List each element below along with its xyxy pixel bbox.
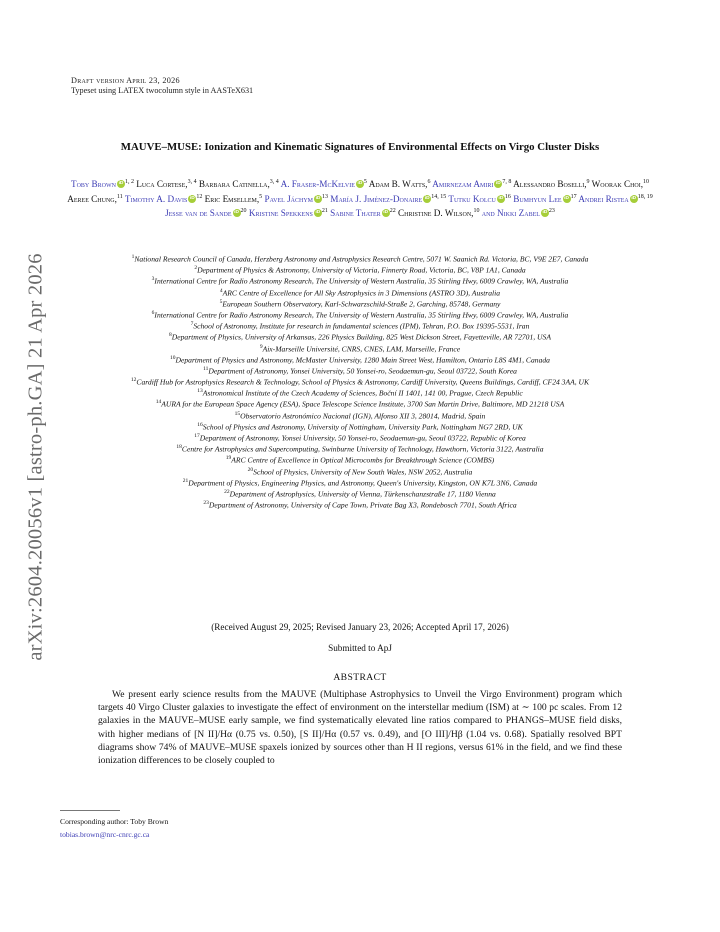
author-affiliation-numbers: 18, 19 <box>637 193 653 200</box>
affiliation-number: 15 <box>234 410 241 417</box>
affiliation <box>60 488 660 499</box>
author <box>369 179 431 189</box>
author-name: Kristine Spekkens <box>248 208 313 218</box>
author-name: Toby Brown <box>70 179 116 190</box>
author <box>67 194 122 204</box>
affiliation-number: 12 <box>130 377 137 384</box>
abstract-text: We present early science results from the MAUVE (Multiphase Astrophysics to Unveil the Virgo Environment) program which targets 40 Virgo Cluster galaxies to investigate the effect of environment on the interstellar medium (ISM) at ∼ 100 pc scales. From 12 galaxies in the MAUVE–MUSE early sample, we find systematically elevated line ratios compared to PHANGS–MUSE field disks, with higher medians of [N II]/Hα (0.75 vs. 0.50), [S II]/Hα (0.57 vs. 0.49), and [O III]/Hβ (1.04 vs. 0.68). Spatially resolved BPT diagrams show 74% of MAUVE–MUSE spaxels ionized by sources other than H II regions, versus 61% in the field, and we find these ionization differences to be closely coupled to <box>98 689 622 767</box>
affiliation-text: Department of Astronomy, Yonsei University, 50 Yonsei-ro, Seodaemun-gu, Seoul 03722, South Korea <box>208 366 517 376</box>
footnote-rule <box>60 810 120 811</box>
abstract-body <box>98 688 622 767</box>
author-affiliation-numbers: 1, 2 <box>125 179 134 185</box>
affiliation-text: International Centre for Radio Astronomy Research, The University of Western Australia, 35 Stirling Hwy, 6009 Crawley, WA, Australia <box>154 310 569 320</box>
author[interactable] <box>165 208 246 218</box>
affiliation <box>60 298 660 309</box>
affiliation-number: 2 <box>194 265 198 272</box>
author-name: Pavel Jáchym <box>264 193 313 204</box>
affiliation <box>60 398 660 409</box>
orcid-icon[interactable] <box>494 180 502 188</box>
affiliation-number: 5 <box>219 298 223 305</box>
author-name: Adam B. Watts, <box>368 179 428 190</box>
author-name: Aeree Chung, <box>67 193 117 204</box>
abstract-heading: ABSTRACT <box>333 672 387 683</box>
affiliation-number: 3 <box>151 276 155 283</box>
affiliation-text: Astronomical Institute of the Czech Academy of Sciences, Boční II 1401, 141 00, Prague, Czech Republic <box>202 388 523 398</box>
typeset-line: Typeset using LATEX twocolumn style in AASTeX631 <box>71 86 254 95</box>
page-header <box>71 76 253 96</box>
affiliation <box>60 454 660 465</box>
author-affiliation-numbers: 23 <box>548 207 555 214</box>
affiliation <box>60 287 660 298</box>
affiliation-list <box>60 253 660 510</box>
affiliation <box>60 343 660 354</box>
orcid-icon[interactable] <box>563 195 571 203</box>
affiliation <box>60 410 660 421</box>
affiliation <box>60 365 660 376</box>
author <box>513 179 589 189</box>
author-affiliation-numbers: 11 <box>116 193 123 200</box>
affiliation-number: 4 <box>219 287 223 294</box>
affiliation-text: Department of Astronomy, University of Cape Town, Private Bag X3, Rondebosch 7701, South Africa <box>208 500 517 510</box>
author[interactable] <box>482 208 555 218</box>
author <box>398 208 479 218</box>
author-affiliation-numbers: 5 <box>363 179 367 185</box>
paper-title: MAUVE–MUSE: Ionization and Kinematic Signatures of Environmental Effects on Virgo Cluster Disks <box>120 141 600 153</box>
affiliation-number: 20 <box>247 466 254 473</box>
orcid-icon[interactable] <box>423 195 431 203</box>
author-list <box>60 176 660 219</box>
affiliation <box>60 477 660 488</box>
author-name: Christine D. Wilson, <box>398 208 474 218</box>
author-affiliation-numbers: 14, 15 <box>431 193 447 200</box>
author-name: Woorak Choi, <box>591 179 644 190</box>
affiliation <box>60 466 660 477</box>
affiliation-text: AURA for the European Space Agency (ESA), Space Telescope Science Institute, 3700 San Martin Drive, Baltimore, MD 21218 USA <box>161 399 565 409</box>
affiliation-text: Department of Astrophysics, University of Vienna, Türkenschanzstraße 17, 1180 Vienna <box>229 489 496 499</box>
author[interactable] <box>71 179 134 189</box>
affiliation-text: Department of Physics and Astronomy, McMaster University, 1280 Main Street West, Hamilton, Ontario L8S 4M1, Canada <box>175 355 550 365</box>
affiliation <box>60 331 660 342</box>
affiliation <box>60 387 660 398</box>
affiliation-number: 14 <box>155 399 162 406</box>
affiliation-number: 8 <box>169 332 172 339</box>
affiliation-number: 16 <box>197 421 203 428</box>
author[interactable] <box>432 179 511 189</box>
affiliation-number: 10 <box>170 354 176 361</box>
affiliation-number: 9 <box>259 343 263 350</box>
footnote <box>60 815 168 841</box>
affiliation <box>60 253 660 264</box>
orcid-icon[interactable] <box>541 209 549 217</box>
author-name: María J. Jiménez-Donaire <box>330 193 423 204</box>
affiliation-number: 17 <box>194 433 200 439</box>
author <box>136 179 196 189</box>
affiliation-text: School of Physics and Astronomy, University of Nottingham, University Park, Nottingham NG7 2RD, UK <box>202 422 523 432</box>
author-name: Tutku Kolcu <box>448 193 496 204</box>
author-affiliation-numbers: 16 <box>504 193 511 200</box>
affiliation-text: Aix-Marseille Université, CNRS, CNES, LAM, Marseille, France <box>262 344 461 354</box>
affiliation-text: Department of Physics, University of Arkansas, 226 Physics Building, 825 West Dickson Street, Fayetteville, AR 72701, USA <box>171 332 551 342</box>
affiliation-text: Department of Physics, Engineering Physics, and Astronomy, Queen's University, Kingston, ON K7L 3N6, Canada <box>188 478 538 488</box>
author-name: and Nikki Zabel <box>481 208 540 218</box>
affiliation-number: 6 <box>151 309 155 316</box>
affiliation <box>60 309 660 320</box>
affiliation-number: 23 <box>203 500 209 507</box>
affiliation-text: European Southern Observatory, Karl-Schwarzschild-Straße 2, Garching, 85748, Germany <box>222 299 501 309</box>
orcid-icon[interactable] <box>314 195 322 203</box>
author-affiliation-numbers: 17 <box>570 193 577 200</box>
author[interactable] <box>264 194 328 204</box>
author-name: A. Fraser-McKelvie <box>280 179 355 190</box>
author-affiliation-numbers: 7, 8 <box>502 179 512 185</box>
author[interactable] <box>578 194 652 204</box>
author-name: Timothy A. Davis <box>124 193 188 204</box>
affiliation <box>60 264 660 275</box>
author[interactable] <box>249 208 328 218</box>
affiliation-text: School of Astronomy, Institute for research in fundamental sciences (IPM), Tehran, P.O. Box 19395-5531, Iran <box>193 321 530 331</box>
affiliation-text: Observatorio Astronómico Nacional (IGN), Alfonso XII 3, 28014, Madrid, Spain <box>240 411 486 421</box>
affiliation <box>60 432 660 443</box>
affiliation <box>60 499 660 510</box>
orcid-icon[interactable] <box>188 195 196 203</box>
author-affiliation-numbers: 9 <box>586 179 590 185</box>
arxiv-sidebar <box>6 222 66 692</box>
affiliation-text: School of Physics, University of New South Wales, NSW 2052, Australia <box>253 467 473 477</box>
affiliation-number: 13 <box>197 388 203 395</box>
affiliation-text: International Centre for Radio Astronomy Research, The University of Western Australia, 35 Stirling Hwy, 6009 Crawley, WA, Australia <box>154 276 569 286</box>
author-name: Andrei Ristea <box>578 193 629 204</box>
author[interactable] <box>330 194 446 204</box>
author-affiliation-numbers: 10 <box>473 207 480 214</box>
author-name: Barbara Catinella, <box>198 179 270 190</box>
author-affiliation-numbers: 3, 4 <box>269 179 279 185</box>
author[interactable] <box>513 194 576 204</box>
affiliation-number: 19 <box>225 455 232 462</box>
affiliation-text: Department of Physics & Astronomy, University of Victoria, Finnerty Road, Victoria, BC, V8P 1A1, Canada <box>197 265 526 275</box>
orcid-icon[interactable] <box>356 180 364 188</box>
author[interactable] <box>448 194 511 204</box>
author-name: Sabine Thater <box>330 208 381 218</box>
affiliation-number: 1 <box>131 254 135 260</box>
affiliation-number: 7 <box>190 321 194 328</box>
orcid-icon[interactable] <box>233 209 241 217</box>
affiliation-number: 22 <box>224 488 230 495</box>
author-affiliation-numbers: 20 <box>240 207 247 214</box>
author-email-link[interactable]: tobias.brown@nrc-cnrc.gc.ca <box>60 830 150 839</box>
affiliation-text: ARC Centre of Excellence in Optical Microcombs for Breakthrough Science (COMBS) <box>231 455 495 465</box>
orcid-icon[interactable] <box>497 195 505 203</box>
affiliation <box>60 443 660 454</box>
orcid-icon[interactable] <box>382 209 390 217</box>
affiliation-number: 21 <box>182 477 189 484</box>
author[interactable] <box>330 208 396 218</box>
author-name: Luca Cortese, <box>136 179 188 190</box>
author[interactable] <box>125 194 203 204</box>
author[interactable] <box>281 179 367 189</box>
author-affiliation-numbers: 13 <box>322 193 328 200</box>
author <box>199 179 279 189</box>
orcid-icon[interactable] <box>314 209 322 217</box>
author-affiliation-numbers: 5 <box>259 193 263 200</box>
affiliation-number: 18 <box>176 444 182 451</box>
author-affiliation-numbers: 3, 4 <box>187 179 197 185</box>
author-affiliation-numbers: 10 <box>643 179 650 185</box>
affiliation <box>60 354 660 365</box>
affiliation-text: Cardiff Hub for Astrophysics Research & Technology, School of Physics & Astronomy, Cardiff University, Queens Buildings, Cardiff, CF24 3AA, UK <box>136 377 590 387</box>
orcid-icon[interactable] <box>117 180 125 188</box>
author-name: Amirnezam Amiri <box>432 179 494 190</box>
author-name: Alessandro Boselli, <box>513 179 587 190</box>
affiliation-number: 11 <box>203 365 209 372</box>
affiliation-text: ARC Centre of Excellence for All Sky Astrophysics in 3 Dimensions (ASTRO 3D), Australia <box>222 288 501 298</box>
orcid-icon[interactable] <box>630 195 638 203</box>
submission-note: Submitted to ApJ <box>328 643 392 653</box>
affiliation <box>60 320 660 331</box>
author <box>205 194 263 204</box>
author-name: Jesse van de Sande <box>165 208 232 218</box>
author-affiliation-numbers: 21 <box>321 207 328 214</box>
author-name: Eric Emsellem, <box>204 193 260 204</box>
corresponding-author: Corresponding author: Toby Brown <box>60 817 169 826</box>
author <box>592 179 649 189</box>
author-affiliation-numbers: 22 <box>389 207 396 214</box>
author-affiliation-numbers: 6 <box>427 179 431 185</box>
affiliation <box>60 376 660 387</box>
draft-version-line: Draft version April 23, 2026 <box>71 76 180 85</box>
affiliation <box>60 275 660 286</box>
affiliation-text: Centre for Astrophysics and Supercomputing, Swinburne University of Technology, Hawthorn, Victoria 3122, Australia <box>181 444 544 454</box>
arxiv-identifier: arXiv:2604.20056v1 [astro-ph.GA] 21 Apr 2026 <box>24 253 47 661</box>
affiliation-text: Department of Astronomy, Yonsei University, 50 Yonsei-ro, Seodaemun-gu, Seoul 03722, Republic of Korea <box>199 433 526 443</box>
received-dates: (Received August 29, 2025; Revised January 23, 2026; Accepted April 17, 2026) <box>211 622 509 632</box>
author-name: Bumhyun Lee <box>513 193 562 204</box>
affiliation <box>60 421 660 432</box>
author-affiliation-numbers: 12 <box>196 193 203 200</box>
affiliation-text: National Research Council of Canada, Herzberg Astronomy and Astrophysics Research Centre, 5071 W. Saanich Rd. Victoria, BC, V9E 2E7, Canada <box>134 254 589 264</box>
